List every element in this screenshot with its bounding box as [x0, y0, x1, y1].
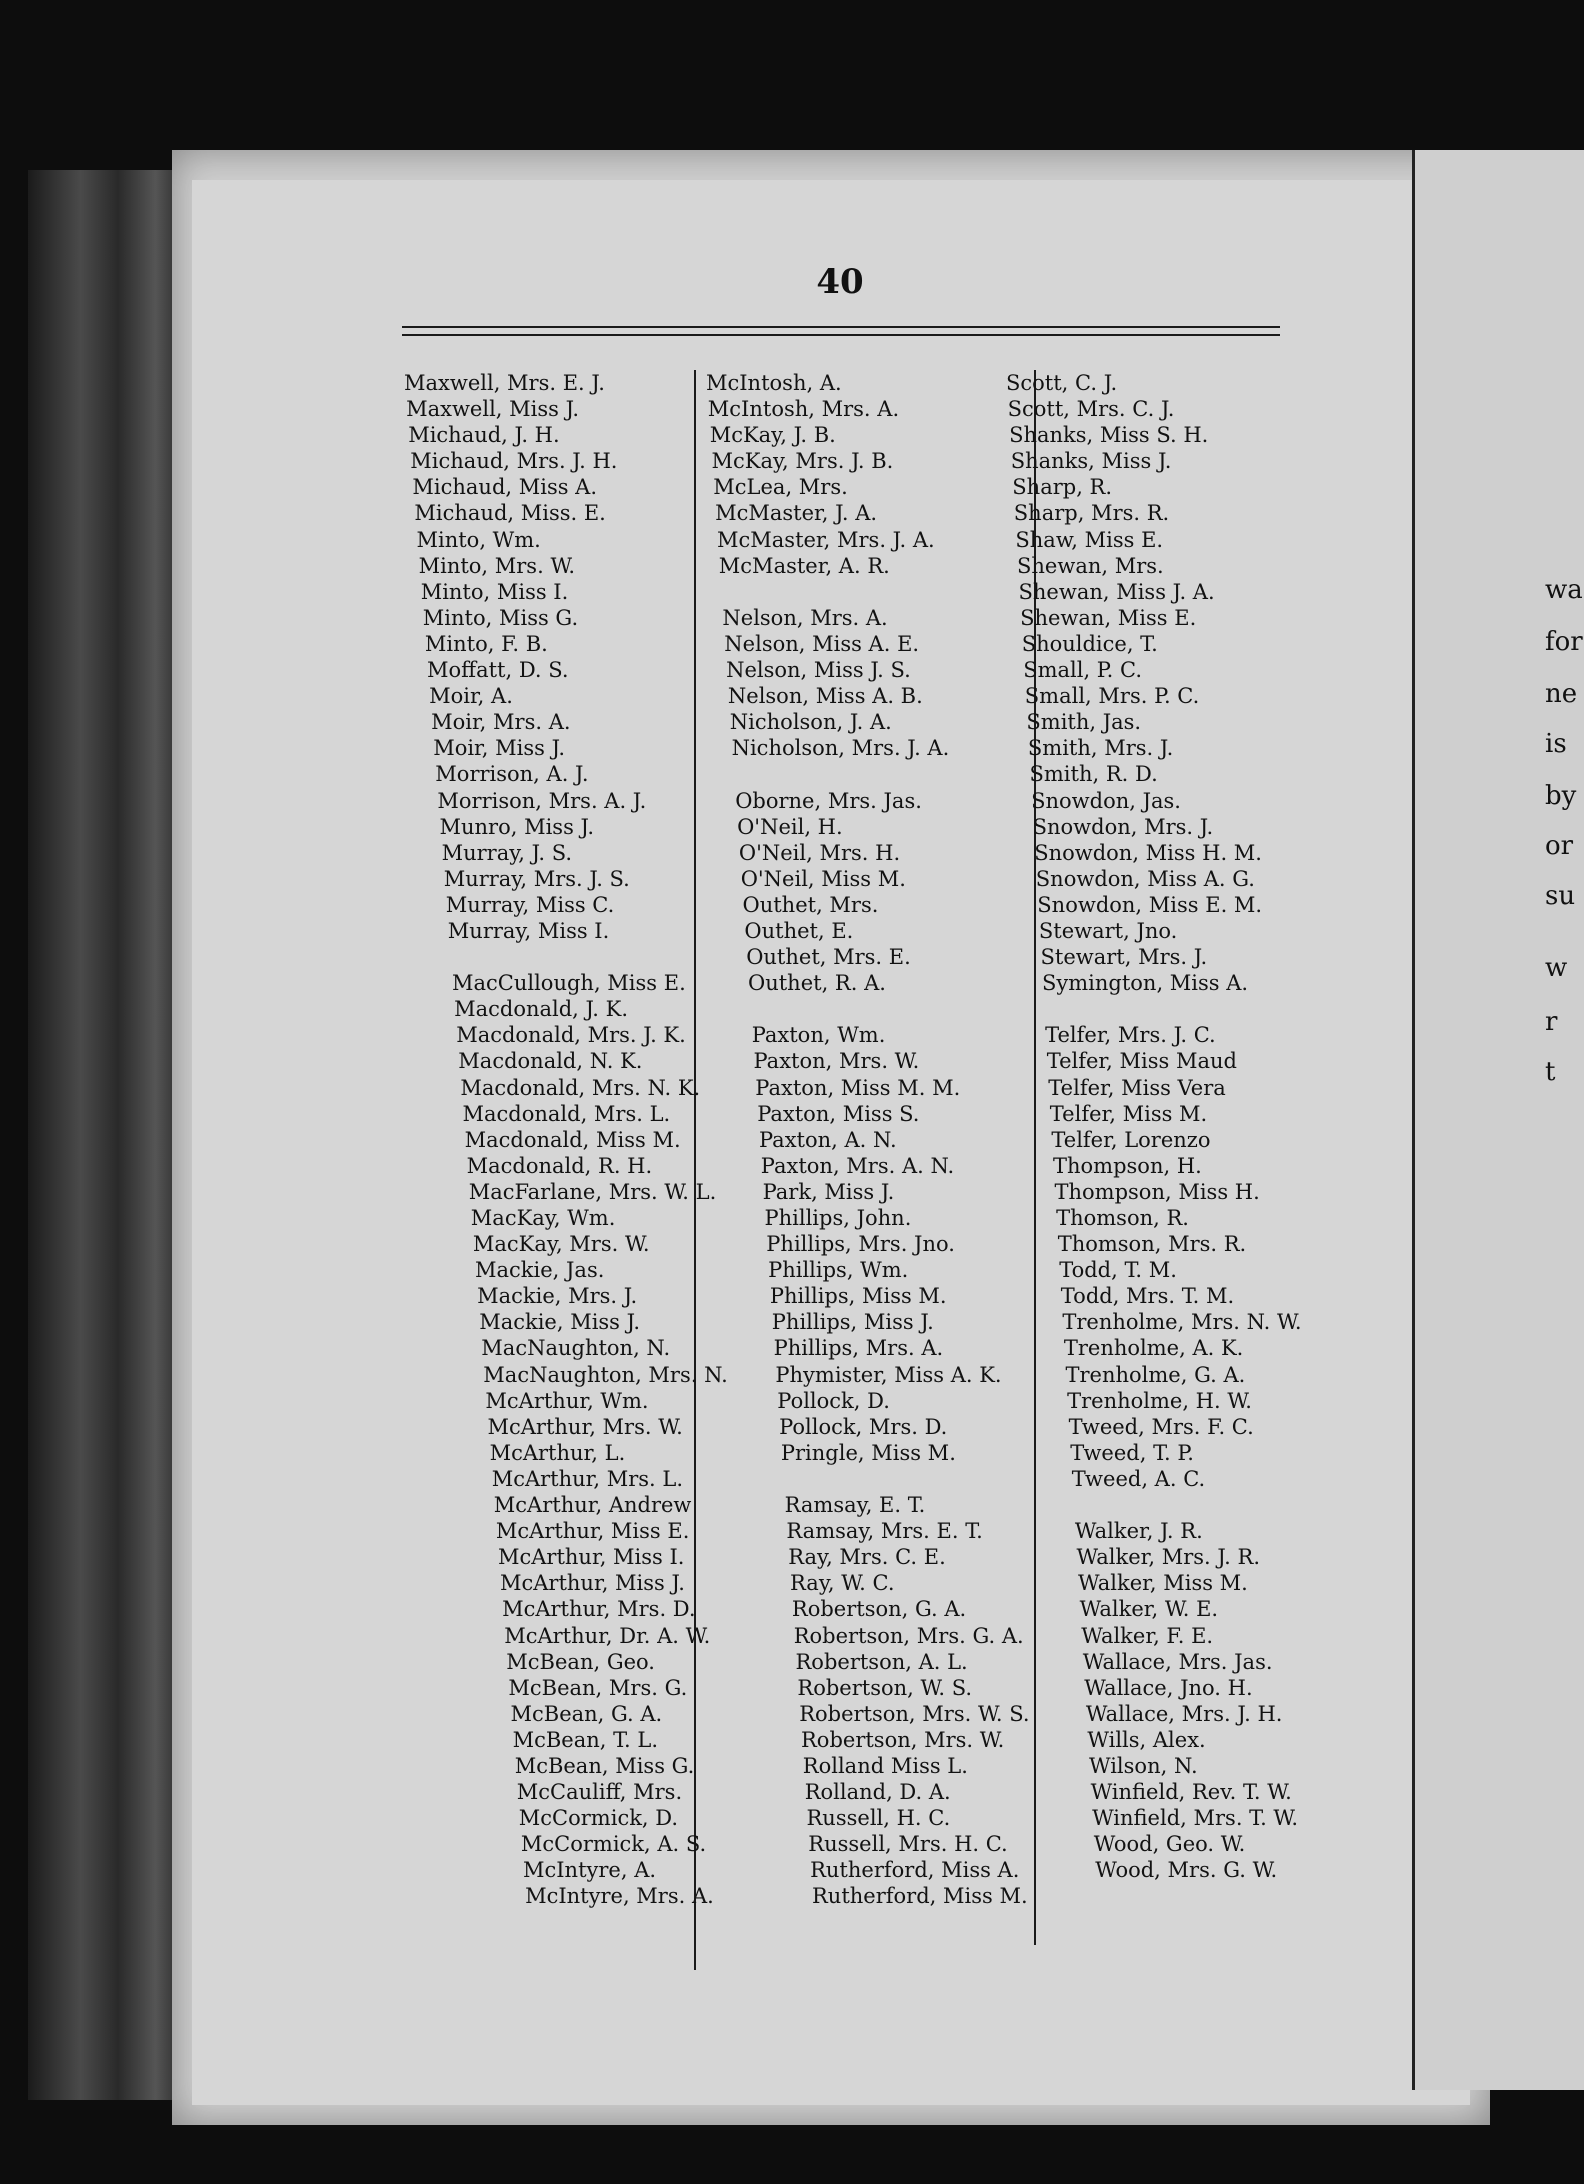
directory-entry: Macdonald, N. K.: [458, 1049, 643, 1074]
directory-entry: Wilson, N.: [1089, 1753, 1198, 1778]
header-rule-double: [402, 334, 1280, 336]
directory-entry: Munro, Miss J.: [439, 814, 594, 839]
directory-entry: Telfer, Miss Maud: [1046, 1049, 1237, 1074]
directory-entry: Macdonald, Mrs. N. K.: [460, 1075, 701, 1100]
directory-entry: MacKay, Mrs. W.: [472, 1232, 650, 1257]
directory-entry: Shaw, Miss E.: [1015, 527, 1164, 552]
adjacent-page-fragment: is: [1545, 729, 1567, 759]
directory-entry: Minto, Miss I.: [420, 579, 569, 604]
directory-entry: Robertson, G. A.: [791, 1597, 967, 1622]
directory-entry: Shanks, Miss J.: [1010, 449, 1172, 474]
directory-entry: Phillips, Miss M.: [769, 1284, 947, 1309]
adjacent-page-fragment: t: [1545, 1057, 1556, 1087]
adjacent-page-fragment: by: [1545, 781, 1577, 811]
adjacent-page-fragment: ne: [1545, 679, 1578, 709]
directory-entry: MacKay, Wm.: [470, 1206, 616, 1230]
directory-entry: Moir, Mrs. A.: [431, 710, 571, 735]
directory-entry: McArthur, Mrs. D.: [502, 1597, 696, 1622]
directory-entry: Robertson, A. L.: [795, 1649, 968, 1674]
directory-entry: Thompson, Miss H.: [1054, 1179, 1260, 1204]
adjacent-page-fragment: for: [1545, 627, 1583, 657]
directory-entry: Wood, Geo. W.: [1093, 1832, 1246, 1857]
directory-entry: McIntyre, Mrs. A.: [525, 1884, 714, 1909]
directory-entry: Ramsay, Mrs. E. T.: [786, 1519, 983, 1544]
section-gap: [706, 579, 1030, 605]
directory-entry: Todd, Mrs. T. M.: [1060, 1284, 1235, 1309]
directory-entry: Ray, Mrs. C. E.: [788, 1545, 946, 1570]
directory-entry: Paxton, Miss M. M.: [755, 1075, 961, 1100]
directory-entry: Phillips, John.: [764, 1206, 912, 1230]
directory-entry: Smith, R. D.: [1029, 762, 1158, 787]
directory-entry: Shewan, Miss J. A.: [1018, 579, 1215, 604]
directory-entry: Paxton, A. N.: [759, 1127, 897, 1152]
directory-entry: O'Neil, Mrs. H.: [738, 840, 901, 865]
directory-entry: Trenholme, A. K.: [1063, 1336, 1244, 1361]
directory-entry: McMaster, J. A.: [715, 501, 878, 526]
directory-entry: McBean, Miss G.: [514, 1753, 695, 1778]
name-column-3: [1006, 370, 1302, 1883]
directory-entry: Telfer, Miss Vera: [1048, 1075, 1226, 1100]
directory-entry: Winfield, Mrs. T. W.: [1092, 1806, 1299, 1831]
directory-entry: Snowdon, Mrs. J.: [1032, 814, 1214, 839]
directory-entry: McArthur, Miss I.: [498, 1545, 685, 1570]
directory-entry: Nelson, Mrs. A.: [722, 605, 888, 630]
directory-entry: Walker, J. R.: [1074, 1519, 1203, 1544]
directory-entry: Nelson, Miss A. E.: [724, 631, 920, 656]
directory-entry: McCauliff, Mrs.: [516, 1780, 683, 1805]
directory-entry: Telfer, Mrs. J. C.: [1045, 1023, 1216, 1048]
directory-entry: Tweed, Mrs. F. C.: [1068, 1414, 1254, 1439]
directory-entry: Pollock, Mrs. D.: [779, 1414, 948, 1439]
directory-entry: Morrison, Mrs. A. J.: [437, 788, 647, 813]
section-gap: [1006, 1492, 1302, 1518]
directory-entry: Walker, Mrs. J. R.: [1076, 1545, 1261, 1570]
directory-entry: Outhet, E.: [744, 918, 854, 943]
directory-entry: Snowdon, Miss A. G.: [1035, 866, 1255, 891]
directory-entry: McCormick, D.: [518, 1806, 679, 1831]
directory-entry: Murray, Miss C.: [445, 892, 615, 917]
directory-entry: McArthur, Mrs. L.: [491, 1466, 684, 1491]
directory-entry: Pringle, Miss M.: [780, 1440, 956, 1465]
directory-entry: McMaster, Mrs. J. A.: [717, 527, 935, 552]
directory-entry: Phillips, Mrs. A.: [773, 1336, 944, 1361]
directory-entry: Thompson, H.: [1053, 1153, 1202, 1178]
directory-entry: Phillips, Mrs. Jno.: [766, 1232, 955, 1257]
directory-entry: McBean, T. L.: [512, 1727, 659, 1752]
directory-entry: Wood, Mrs. G. W.: [1095, 1858, 1278, 1883]
directory-entry: Snowdon, Miss H. M.: [1034, 840, 1262, 865]
section-gap: [706, 1466, 1030, 1492]
directory-entry: Moir, A.: [429, 684, 513, 709]
directory-entry: Trenholme, G. A.: [1065, 1362, 1246, 1387]
directory-entry: Shewan, Miss E.: [1020, 605, 1197, 630]
directory-entry: Nicholson, J. A.: [729, 710, 892, 735]
directory-entry: McCormick, A. S.: [520, 1832, 707, 1857]
directory-entry: Trenholme, H. W.: [1067, 1388, 1252, 1413]
directory-entry: Robertson, W. S.: [797, 1675, 973, 1700]
directory-entry: Michaud, Mrs. J. H.: [410, 449, 618, 474]
directory-entry: Nelson, Miss J. S.: [726, 658, 911, 683]
directory-entry: Macdonald, Mrs. J. K.: [456, 1023, 686, 1048]
adjacent-page-fragment: r: [1545, 1007, 1558, 1037]
directory-entry: Murray, J. S.: [441, 840, 573, 865]
header-rule: [402, 326, 1280, 328]
directory-entry: Oborne, Mrs. Jas.: [735, 788, 922, 813]
directory-entry: Phymister, Miss A. K.: [775, 1362, 1002, 1387]
directory-entry: Rolland, D. A.: [804, 1780, 951, 1805]
directory-entry: McKay, Mrs. J. B.: [711, 449, 894, 474]
directory-entry: Snowdon, Miss E. M.: [1037, 892, 1263, 917]
name-column-1: [404, 370, 728, 1910]
directory-entry: McArthur, Dr. A. W.: [504, 1623, 711, 1648]
directory-entry: Walker, F. E.: [1081, 1623, 1214, 1648]
directory-entry: Todd, T. M.: [1059, 1258, 1177, 1283]
directory-entry: Russell, Mrs. H. C.: [808, 1832, 1008, 1857]
directory-entry: McBean, G. A.: [510, 1701, 663, 1726]
directory-entry: Russell, H. C.: [806, 1806, 951, 1831]
directory-entry: McMaster, A. R.: [718, 553, 890, 578]
directory-entry: Phillips, Miss J.: [771, 1310, 934, 1335]
section-gap: [706, 761, 1030, 787]
directory-entry: Tweed, T. P.: [1070, 1440, 1194, 1465]
directory-entry: McIntosh, A.: [706, 371, 842, 395]
directory-entry: McBean, Mrs. G.: [508, 1675, 688, 1700]
directory-entry: McArthur, Andrew: [493, 1493, 692, 1518]
directory-entry: Wills, Alex.: [1087, 1727, 1206, 1752]
directory-entry: Robertson, Mrs. G. A.: [793, 1623, 1024, 1648]
directory-entry: Nelson, Miss A. B.: [727, 684, 923, 709]
directory-entry: Thomson, Mrs. R.: [1057, 1232, 1247, 1257]
directory-entry: McKay, J. B.: [709, 423, 836, 448]
directory-entry: Park, Miss J.: [762, 1179, 895, 1204]
directory-entry: Phillips, Wm.: [768, 1258, 909, 1283]
adjacent-page-fragment: su: [1545, 881, 1576, 911]
adjacent-page-fragment: or: [1545, 831, 1574, 861]
directory-entry: Stewart, Mrs. J.: [1040, 945, 1208, 970]
directory-entry: Robertson, Mrs. W. S.: [799, 1701, 1030, 1726]
directory-entry: Wallace, Mrs. J. H.: [1085, 1701, 1283, 1726]
directory-entry: Minto, Miss G.: [422, 605, 579, 630]
directory-entry: Small, Mrs. P. C.: [1024, 684, 1200, 709]
directory-entry: McArthur, Miss J.: [500, 1571, 685, 1596]
directory-entry: Mackie, Mrs. J.: [477, 1284, 638, 1309]
directory-entry: Symington, Miss A.: [1042, 971, 1249, 996]
directory-entry: Minto, Mrs. W.: [418, 553, 576, 578]
directory-entry: Mackie, Jas.: [475, 1258, 605, 1283]
directory-entry: Shanks, Miss S. H.: [1009, 423, 1209, 448]
directory-entry: Michaud, J. H.: [408, 423, 560, 448]
directory-entry: Paxton, Mrs. W.: [753, 1049, 920, 1074]
directory-entry: Walker, W. E.: [1079, 1597, 1219, 1622]
directory-entry: O'Neil, H.: [737, 814, 843, 839]
directory-entry: Outhet, Mrs.: [742, 892, 879, 917]
directory-entry: Macdonald, Mrs. L.: [462, 1101, 671, 1126]
directory-entry: Rutherford, Miss M.: [812, 1884, 1028, 1909]
directory-entry: McIntyre, A.: [523, 1858, 657, 1883]
directory-entry: Telfer, Miss M.: [1049, 1101, 1208, 1126]
directory-entry: McArthur, Mrs. W.: [487, 1414, 683, 1439]
directory-entry: Ramsay, E. T.: [784, 1493, 926, 1518]
adjacent-page-fragment: w: [1545, 953, 1568, 983]
directory-entry: Thomson, R.: [1056, 1206, 1189, 1230]
directory-entry: Telfer, Lorenzo: [1051, 1127, 1211, 1152]
directory-entry: Murray, Mrs. J. S.: [443, 866, 630, 891]
directory-entry: Winfield, Rev. T. W.: [1090, 1780, 1292, 1805]
directory-entry: Shewan, Mrs.: [1017, 553, 1164, 578]
directory-entry: Scott, C. J.: [1006, 371, 1118, 395]
directory-entry: Outhet, Mrs. E.: [746, 945, 911, 970]
section-gap: [706, 996, 1030, 1022]
directory-entry: Wallace, Jno. H.: [1084, 1675, 1253, 1700]
adjacent-page-fragment: wa: [1545, 575, 1583, 605]
directory-entry: Michaud, Miss A.: [412, 475, 598, 500]
directory-entry: Smith, Jas.: [1026, 710, 1142, 735]
directory-entry: Macdonald, Miss M.: [464, 1127, 681, 1152]
directory-entry: Mackie, Miss J.: [479, 1310, 641, 1335]
directory-entry: Robertson, Mrs. W.: [801, 1727, 1005, 1752]
directory-entry: Michaud, Miss. E.: [414, 501, 606, 526]
directory-entry: Paxton, Wm.: [751, 1023, 886, 1048]
directory-entry: Sharp, Mrs. R.: [1013, 501, 1170, 526]
adjacent-page: [1412, 150, 1584, 2090]
page-number: 40: [816, 262, 864, 302]
directory-entry: MacNaughton, Mrs. N.: [483, 1362, 728, 1387]
directory-entry: McArthur, Miss E.: [495, 1519, 690, 1544]
name-column-2: [706, 370, 1030, 1910]
directory-entry: Morrison, A. J.: [435, 762, 589, 787]
directory-entry: Moffatt, D. S.: [427, 658, 569, 683]
directory-entry: MacNaughton, N.: [481, 1336, 671, 1361]
directory-entry: Ray, W. C.: [790, 1571, 895, 1596]
directory-entry: Macdonald, R. H.: [466, 1153, 653, 1178]
directory-entry: Paxton, Mrs. A. N.: [760, 1153, 955, 1178]
directory-entry: Minto, Wm.: [416, 527, 541, 552]
section-gap: [404, 944, 728, 970]
directory-entry: Outhet, R. A.: [748, 971, 886, 996]
section-gap: [1006, 996, 1302, 1022]
directory-entry: McIntosh, Mrs. A.: [707, 397, 900, 422]
directory-entry: O'Neil, Miss M.: [740, 866, 906, 891]
directory-entry: Macdonald, J. K.: [454, 997, 629, 1022]
book-edge: [28, 170, 178, 2100]
directory-entry: McArthur, Wm.: [485, 1388, 649, 1413]
directory-entry: Murray, Miss I.: [447, 918, 610, 943]
directory-entry: McLea, Mrs.: [713, 475, 848, 500]
directory-entry: Nicholson, Mrs. J. A.: [731, 736, 950, 761]
directory-entry: Minto, F. B.: [424, 631, 548, 656]
directory-entry: Moir, Miss J.: [433, 736, 566, 761]
directory-entry: Small, P. C.: [1023, 658, 1143, 683]
directory-entry: Wallace, Mrs. Jas.: [1082, 1649, 1273, 1674]
directory-entry: Rutherford, Miss A.: [810, 1858, 1020, 1883]
directory-entry: Sharp, R.: [1012, 475, 1113, 500]
directory-entry: Walker, Miss M.: [1078, 1571, 1248, 1596]
directory-entry: McBean, Geo.: [506, 1649, 655, 1674]
directory-entry: Tweed, A. C.: [1071, 1466, 1206, 1491]
directory-entry: Pollock, D.: [777, 1388, 890, 1413]
directory-entry: Snowdon, Jas.: [1031, 788, 1181, 813]
directory-entry: McArthur, L.: [489, 1440, 626, 1465]
directory-entry: Scott, Mrs. C. J.: [1007, 397, 1175, 422]
directory-entry: Paxton, Miss S.: [757, 1101, 920, 1126]
directory-entry: Maxwell, Mrs. E. J.: [404, 371, 605, 395]
directory-entry: Smith, Mrs. J.: [1027, 736, 1174, 761]
directory-entry: Maxwell, Miss J.: [406, 397, 580, 422]
directory-entry: Rolland Miss L.: [802, 1753, 968, 1778]
directory-entry: MacFarlane, Mrs. W. L.: [468, 1179, 717, 1204]
directory-entry: MacCullough, Miss E.: [452, 971, 686, 996]
directory-entry: Trenholme, Mrs. N. W.: [1062, 1310, 1302, 1335]
directory-entry: Stewart, Jno.: [1038, 918, 1178, 943]
directory-entry: Shouldice, T.: [1021, 631, 1158, 656]
